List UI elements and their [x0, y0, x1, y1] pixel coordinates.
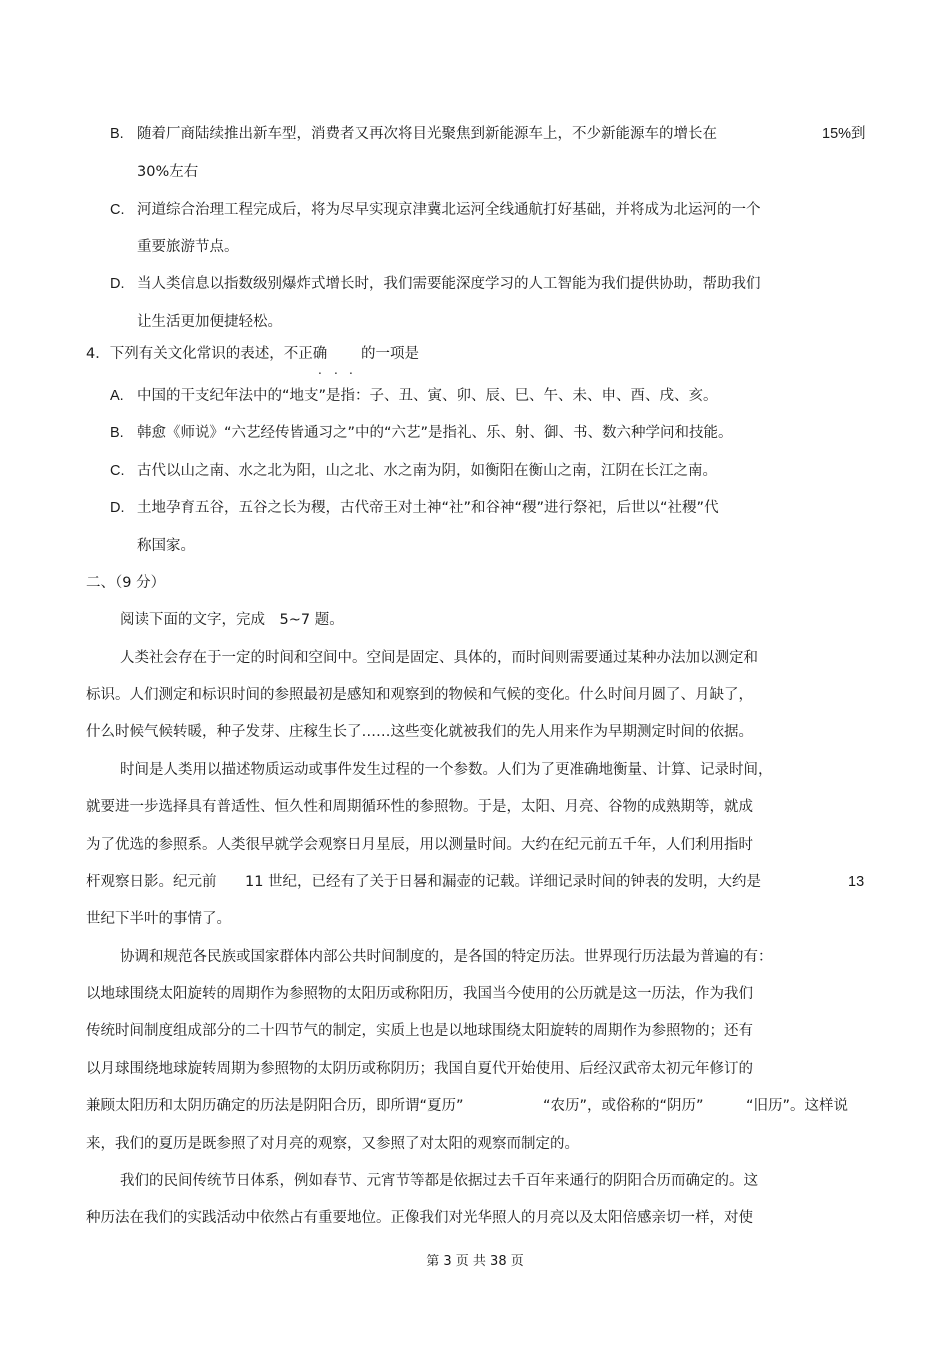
passage-line: 种历法在我们的实践活动中依然占有重要地位。正像我们对光华照人的月亮以及太阳倍感亲切一样，对使 [86, 1210, 753, 1226]
passage-line: 以地球围绕太阳旋转的周期作为参照物的太阳历或称阳历，我国当今使用的公历就是这一历法，作为我们 [86, 986, 753, 1002]
q3-option-b-label: B. [110, 126, 124, 142]
passage-line: 标识。人们测定和标识时间的参照最初是感知和观察到的物候和气候的变化。什么时间月圆了、月缺了， [86, 687, 753, 703]
q4-option-d-text: 土地孕育五谷，五谷之长为稷，古代帝王对土神“社”和谷神“稷”进行祭祀，后世以“社稷”代 [137, 500, 719, 516]
q3-option-d-label: D. [110, 276, 125, 292]
passage-line: 传统时间制度组成部分的二十四节气的制定，实质上也是以地球围绕太阳旋转的周期作为参照物的；还有 [86, 1023, 753, 1039]
passage-line: 我们的民间传统节日体系，例如春节、元宵节等都是依据过去千百年来通行的阴阳合历而确定的。这 [120, 1173, 758, 1189]
passage-line: 就要进一步选择具有普适性、恒久性和周期循环性的参照物。于是，太阳、月亮、谷物的成熟期等，就成 [86, 799, 753, 815]
passage-line: 人类社会存在于一定的时间和空间中。空间是固定、具体的，而时间则需要通过某种办法加以测定和 [120, 650, 758, 666]
passage-line: 兼顾太阳历和太阴历确定的历法是阴阳合历，即所谓“夏历” [86, 1098, 464, 1114]
q4-option-c-label: C. [110, 463, 125, 479]
section-instruction: 阅读下面的文字，完成 5~7 题。 [120, 612, 344, 628]
q3-option-c-text-cont: 重要旅游节点。 [137, 239, 239, 255]
emphasis-dot: . [349, 363, 353, 377]
q3-option-b-text-cont: 30%左右 [137, 164, 199, 180]
q3-option-d-text-cont: 让生活更加便捷轻松。 [137, 314, 282, 330]
q4-stem: 4．下列有关文化常识的表述，不正确 [86, 346, 328, 362]
passage-line-cont: “农历”，或俗称的“阴历” [543, 1098, 704, 1114]
q4-option-d-text-cont: 称国家。 [137, 538, 195, 554]
passage-line: 为了优选的参照系。人类很早就学会观察日月星辰，用以测量时间。大约在纪元前五千年，人们利用指时 [86, 837, 753, 853]
q3-option-c-text: 河道综合治理工程完成后，将为尽早实现京津冀北运河全线通航打好基础，并将成为北运河的一个 [137, 202, 761, 218]
passage-line: 世纪下半叶的事情了。 [86, 911, 231, 927]
passage-line: 时间是人类用以描述物质运动或事件发生过程的一个参数。人们为了更准确地衡量、计算、记录时间， [120, 762, 773, 778]
page-number: 第 3 页 共 38 页 [426, 1254, 524, 1269]
passage-line-end: “旧历”。这样说 [746, 1098, 849, 1114]
passage-line: 杆观察日影。纪元前 [86, 874, 217, 890]
q3-option-c-label: C. [110, 202, 125, 218]
passage-line: 以月球围绕地球旋转周期为参照物的太阴历或称阴历；我国自夏代开始使用、后经汉武帝太初元年修订的 [86, 1061, 753, 1077]
emphasis-dot: . [318, 363, 322, 377]
q4-option-b-text: 韩愈《师说》“六艺经传皆通习之”中的“六艺”是指礼、乐、射、御、书、数六种学问和技能。 [137, 425, 733, 441]
passage-line: 协调和规范各民族或国家群体内部公共时间制度的，是各国的特定历法。世界现行历法最为普遍的有： [120, 949, 773, 965]
q4-option-b-label: B. [110, 425, 124, 441]
emphasis-dot: . [334, 363, 338, 377]
section-heading: 二、（9 分） [86, 575, 166, 591]
q3-option-b-text: 随着厂商陆续推出新车型，消费者又再次将目光聚焦到新能源车上，不少新能源车的增长在 [137, 126, 717, 142]
q4-option-a-label: A. [110, 388, 124, 404]
passage-line: 什么时候气候转暖，种子发芽、庄稼生长了……这些变化就被我们的先人用来作为早期测定时间的依据。 [86, 724, 753, 740]
passage-line-cont: 11 世纪，已经有了关于日晷和漏壶的记载。详细记录时间的钟表的发明，大约是 [245, 874, 762, 890]
q4-stem-end: 的一项是 [361, 346, 419, 362]
q3-option-b-text-end: 15%到 [822, 126, 866, 142]
q3-option-d-text: 当人类信息以指数级别爆炸式增长时，我们需要能深度学习的人工智能为我们提供协助，帮助我们 [137, 276, 761, 292]
passage-line: 来，我们的夏历是既参照了对月亮的观察，又参照了对太阳的观察而制定的。 [86, 1136, 579, 1152]
passage-line-end: 13 [848, 874, 865, 890]
q4-option-a-text: 中国的干支纪年法中的“地支”是指：子、丑、寅、卯、辰、巳、午、未、申、酉、戌、亥。 [137, 388, 718, 404]
q4-option-d-label: D. [110, 500, 125, 516]
q4-option-c-text: 古代以山之南、水之北为阳，山之北、水之南为阴，如衡阳在衡山之南，江阴在长江之南。 [137, 463, 717, 479]
